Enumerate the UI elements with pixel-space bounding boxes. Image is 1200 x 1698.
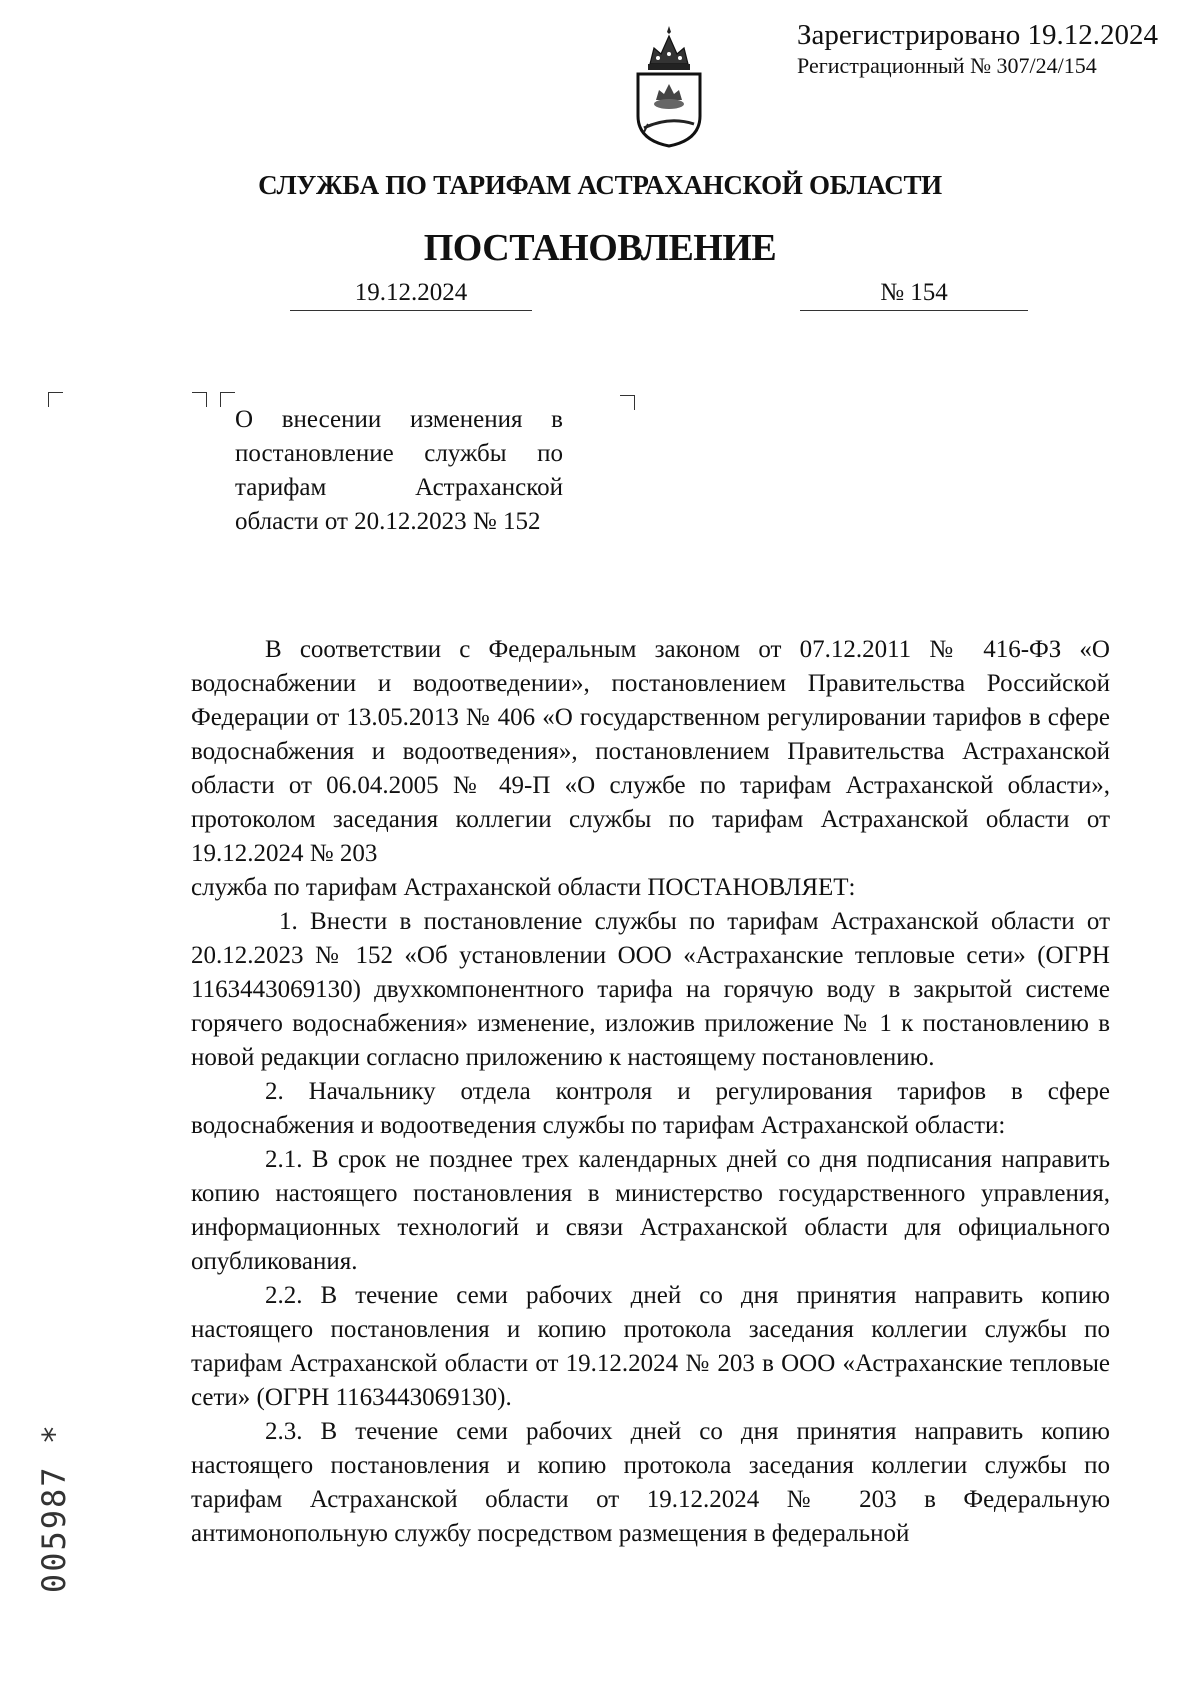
- document-subject: О внесении изменения в постановление службы по тарифам Астраханской области от 20.12.2023 № 152: [235, 406, 563, 535]
- item-paragraph: 2. Начальнику отдела контроля и регулирования тарифов в сфере водоснабжения и водоотведения службы по тарифам Астраханской области:: [191, 1078, 1110, 1139]
- registration-number: Регистрационный № 307/24/154: [797, 53, 1097, 78]
- document-number: № 154: [800, 276, 1028, 311]
- item-paragraph: 2.2. В течение семи рабочих дней со дня принятия направить копию настоящего постановления и копию протокола заседания коллегии службы по тарифам Астраханской области от 19.12.2024 № 203 в ООО «Астраханские тепловые сети» (ОГРН 1163443069130).: [191, 1282, 1110, 1411]
- item-paragraph: 2.1. В срок не позднее трех календарных дней со дня подписания направить копию настоящего постановления в министерство государственного управления, информационных технологий и связи Астраханской области для официального опубликования.: [191, 1146, 1110, 1275]
- document-title: ПОСТАНОВЛЕНИЕ: [423, 227, 777, 269]
- corner-mark-right: [620, 395, 635, 410]
- item-paragraph: 2.3. В течение семи рабочих дней со дня принятия направить копию настоящего постановления и копию протокола заседания коллегии службы по тарифам Астраханской области от 19.12.2024 № 203 в Федеральную антимонопольную службу посредством размещения в федеральной: [191, 1418, 1110, 1547]
- preamble-paragraph: В соответствии с Федеральным законом от 07.12.2011 № 416-ФЗ «О водоснабжении и водоотведении», постановлением Правительства Российской Федерации от 13.05.2013 № 406 «О государственном регулировании тарифов в сфере водоснабжения и водоотведения», постановлением Правительства Астраханской области от 06.04.2005 № 49-П «О службе по тарифам Астраханской области», протоколом заседания коллегии службы по тарифам Астраханской области от 19.12.2024 № 203: [191, 636, 1110, 867]
- corner-mark-inner-right: [192, 392, 207, 407]
- document-body: [191, 633, 1110, 1551]
- corner-mark-inner-left: [220, 392, 235, 407]
- corner-mark-left: [48, 392, 63, 407]
- archive-number-stamp: [24, 1408, 84, 1608]
- document-date: 19.12.2024: [290, 276, 532, 311]
- registration-stamp: [797, 18, 1177, 80]
- registration-date: Зарегистрировано 19.12.2024: [797, 19, 1159, 51]
- coat-of-arms-icon: [628, 24, 710, 148]
- resolves-paragraph: служба по тарифам Астраханской области ПОСТАНОВЛЯЕТ:: [191, 874, 856, 901]
- agency-name: СЛУЖБА ПО ТАРИФАМ АСТРАХАНСКОЙ ОБЛАСТИ: [258, 170, 942, 200]
- archive-number: 005987 *: [35, 1422, 73, 1594]
- item-paragraph: 1. Внести в постановление службы по тарифам Астраханской области от 20.12.2023 № 152 «Об установлении ООО «Астраханские тепловые сети» (ОГРН 1163443069130) двухкомпонентного тарифа на горячую воду в закрытой системе горячего водоснабжения» изменение, изложив приложение № 1 к постановлению в новой редакции согласно приложению к настоящему постановлению.: [191, 908, 1110, 1071]
